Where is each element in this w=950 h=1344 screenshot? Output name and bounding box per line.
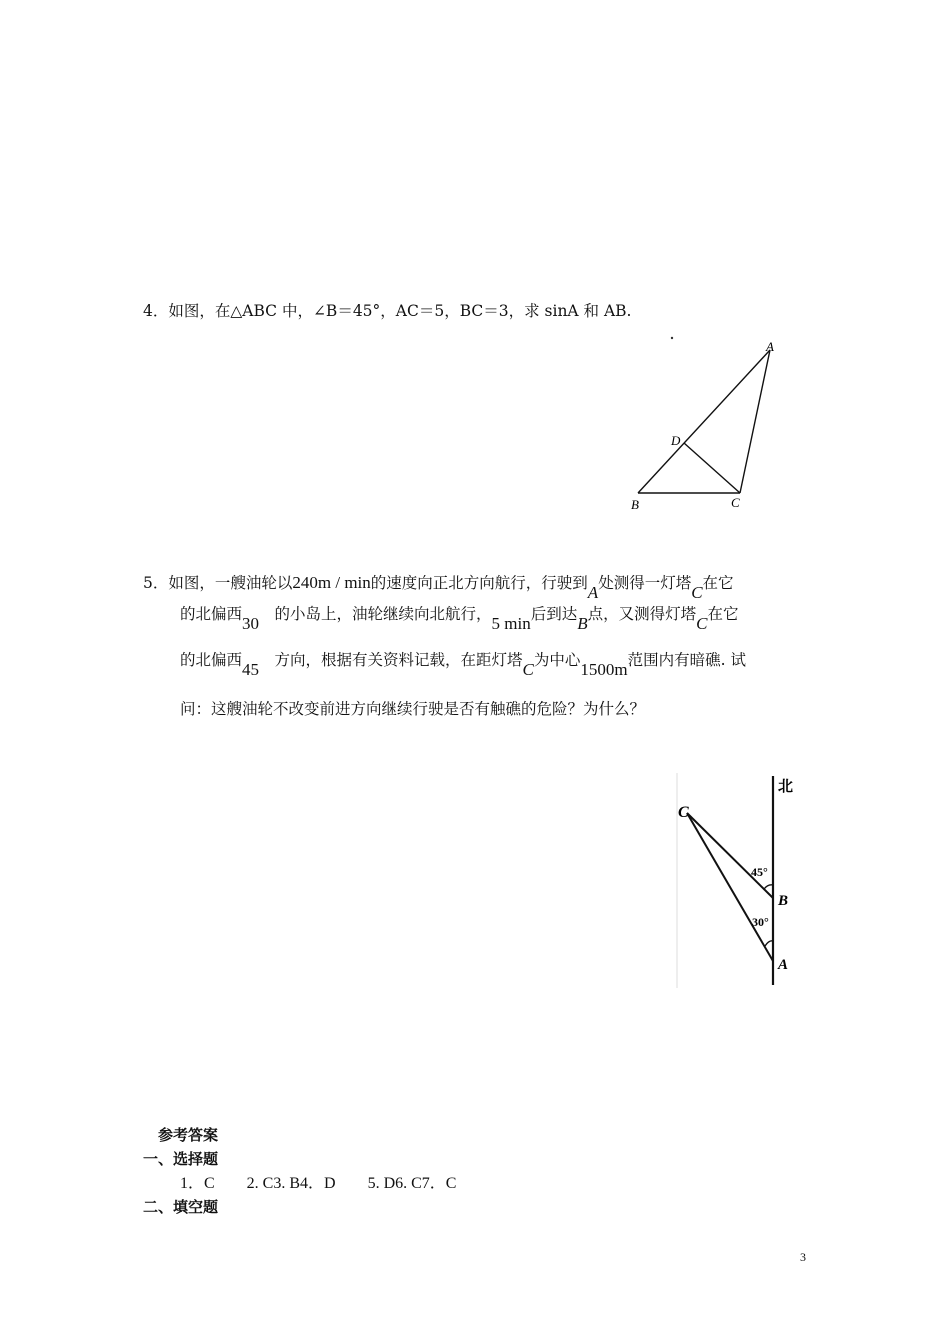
radius-value: 1500m (580, 660, 628, 679)
fig-label-a: A (778, 957, 789, 973)
angle-30: 30 (242, 614, 260, 633)
label-c: C (731, 495, 740, 510)
page-number: 3 (800, 1250, 806, 1264)
q5-line-1: 5．如图，一艘油轮以240m / min的速度向正北方向航行，行驶到A处测得一灯塔C在它 (143, 573, 734, 602)
section-choice-title: 一、选择题 (143, 1150, 219, 1168)
label-d: D (671, 433, 681, 448)
answers-title: 参考答案 (158, 1126, 219, 1144)
section-fill-title: 二、填空题 (143, 1198, 219, 1216)
label-b: B (631, 497, 639, 512)
fig-label-b: B (778, 893, 789, 909)
fig-label-45: 45° (751, 865, 768, 879)
north-label: 北 (778, 779, 794, 795)
time-value: 5 min (491, 614, 531, 633)
q5-line-4: 问：这艘油轮不改变前进方向继续行驶是否有触礁的危险？为什么？ (180, 700, 646, 718)
fig-label-c: C (678, 804, 689, 821)
q4-text: 4．如图，在△ABC 中，∠B＝45°，AC＝5，BC＝3，求 sinA 和 AB. (143, 302, 632, 320)
label-a: A (766, 339, 774, 354)
angle-45: 45 (242, 660, 260, 679)
q5-ship-figure (670, 773, 810, 993)
q4-triangle-figure (625, 330, 825, 520)
choice-answers: 1．C 2. C3. B4．D 5. D6. C7．C (180, 1175, 457, 1192)
speed-value: 240m / min (292, 573, 371, 592)
q5-line-2: 的北偏西30 的小岛上，油轮继续向北航行，5 min后到达B点，又测得灯塔C在它 (180, 605, 739, 633)
fig-label-30: 30° (752, 915, 769, 929)
q5-line-3: 的北偏西45 方向，根据有关资料记载，在距灯塔C为中心1500m范围内有暗礁. 试 (180, 651, 746, 679)
